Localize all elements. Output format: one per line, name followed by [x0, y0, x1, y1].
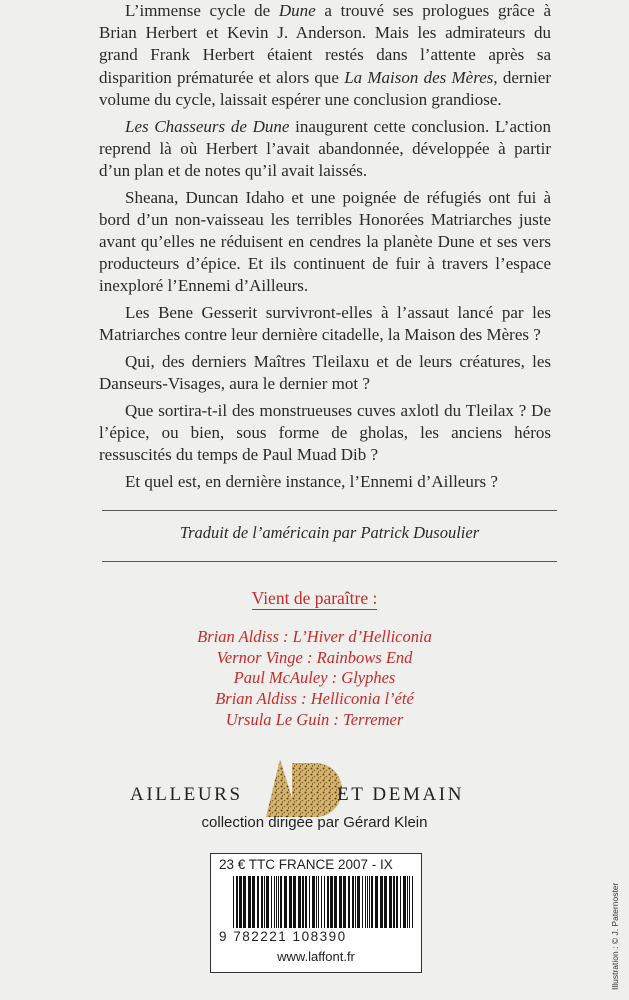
recent-book: Brian Aldiss : Helliconia l’été — [215, 689, 414, 709]
barcode-bar — [393, 876, 395, 928]
blurb-paragraph-7: Et quel est, en dernière instance, l’Ennemi d’Ailleurs ? — [125, 472, 498, 492]
recent-book: Ursula Le Guin : Terremer — [225, 709, 404, 729]
barcode-bar — [233, 876, 234, 928]
barcode-bar — [327, 876, 329, 928]
blurb-paragraph-2 — [99, 116, 551, 183]
recent-heading — [0, 588, 629, 609]
recent-books-list — [0, 627, 629, 731]
barcode-bar — [409, 876, 410, 928]
blurb-paragraph-3: Sheana, Duncan Idaho et une poignée de réfugiés ont fui à bord d’un non-vaisseau les terribles Honorées Matriarches juste avant qu’elles ne réduisent en cendres la planète Dune et ses vers producteurs d’épice. Et ils continuent de fuir à travers l’espace inexploré l’Ennemi d’Ailleurs. — [99, 187, 551, 296]
barcode-bar — [375, 876, 378, 928]
logo-half-disc — [292, 763, 342, 817]
blurb-paragraph-5: Qui, des derniers Maîtres Tleilaxu et de leurs créatures, les Danseurs-Visages, aura le dernier mot ? — [99, 352, 551, 394]
barcode-bar — [298, 876, 301, 928]
recent-book: Vernor Vinge : Rainbows End — [216, 647, 413, 667]
series-name-right: ET DEMAIN — [337, 784, 465, 805]
translator-credit: Traduit de l’américain par Patrick Dusoulier — [179, 523, 480, 542]
barcode-bar — [367, 876, 368, 928]
blurb-p1-middle: a trouvé ses prologues grâce à Brian Herbert et Kevin J. Anderson. Mais les admirateurs du grand Frank Herbert étaient restés dans l’attente après sa disparition prématurée et alors que — [99, 1, 552, 87]
barcode-bar — [330, 876, 333, 928]
barcode-bar — [316, 876, 317, 928]
divider-bottom — [102, 561, 557, 562]
isbn-number: 9 782221 108390 — [219, 929, 347, 944]
recent-heading-text: Vient de paraître : — [251, 588, 378, 608]
title-chasseurs-de-dune: Les Chasseurs de Dune — [125, 116, 290, 136]
series-name-left: AILLEURS — [130, 784, 243, 805]
blurb-paragraph-6: Que sortira-t-il des monstrueuses cuves axlotl du Tleilax ? De l’épice, ou bien, sous forme de gholas, les anciens héros ressuscités du temps de Paul Muad Dib ? — [99, 400, 551, 465]
barcode-bar — [324, 876, 325, 928]
barcode-bar — [389, 876, 392, 928]
blurb-p2-rest: inaugurent cette conclusion. L’action reprend là où Herbert l’avait abandonnée, développée à partir d’un plan et de notes qu’il avait laissés. — [99, 116, 551, 180]
barcode-bar — [362, 876, 363, 928]
barcode-bar — [261, 876, 263, 928]
barcode-bar — [318, 876, 319, 928]
barcode-bar — [274, 876, 275, 928]
barcode-bar — [369, 876, 370, 928]
barcode-bar — [252, 876, 255, 928]
barcode-bar — [289, 876, 292, 928]
barcode-bar — [280, 876, 282, 928]
barcode-bar — [355, 876, 356, 928]
barcode-bar — [371, 876, 373, 928]
divider-top — [102, 510, 557, 511]
barcode-bar — [236, 876, 238, 928]
barcode-bar — [339, 876, 342, 928]
barcode-bar — [312, 876, 315, 928]
collection-director: collection dirigée par Gérard Klein — [201, 814, 428, 831]
barcode-bar — [321, 876, 322, 928]
barcode-bar — [407, 876, 408, 928]
blurb-paragraph-4: Les Bene Gesserit survivront-elles à l’assaut lancé par les Matriarches contre leur dernière citadelle, la Maison des Mères ? — [99, 303, 551, 345]
barcode-bar — [276, 876, 277, 928]
recent-book: Paul McAuley : Glyphes — [233, 668, 396, 688]
barcode-bar — [380, 876, 383, 928]
barcode-panel — [210, 853, 422, 973]
illustration-credit — [598, 880, 618, 990]
barcode-bar — [266, 876, 269, 928]
barcode-bar — [403, 876, 406, 928]
barcode-bar — [309, 876, 310, 928]
barcode-bar — [348, 876, 350, 928]
barcode-bar — [384, 876, 387, 928]
title-maison-des-meres: La Maison des Mères — [344, 67, 494, 87]
barcode-bar — [278, 876, 279, 928]
barcode-bar — [302, 876, 304, 928]
barcode-bar — [352, 876, 354, 928]
barcode-bar — [239, 876, 242, 928]
barcode-bar — [357, 876, 360, 928]
title-dune: Dune — [278, 1, 316, 20]
recent-book: Brian Aldiss : L’Hiver d’Helliconia — [197, 627, 432, 646]
barcode-bar — [400, 876, 401, 928]
barcode-bar — [264, 876, 265, 928]
blurb-p1-end: , dernier volume du cycle, laissait espérer une conclusion grandiose. — [99, 67, 551, 109]
barcode-bar — [243, 876, 246, 928]
barcode-bar — [365, 876, 366, 928]
barcode-bar — [396, 876, 398, 928]
blurb-p1-start: L’immense cycle de — [125, 1, 279, 20]
illustration-credit-text: Illustration : © J. Paternoster — [610, 882, 620, 990]
barcode-bar — [334, 876, 337, 928]
blurb — [99, 0, 551, 498]
publisher-url: www.laffont.fr — [277, 949, 355, 964]
barcode-bar — [284, 876, 287, 928]
barcode-bar — [271, 876, 272, 928]
barcode-bar — [412, 876, 413, 928]
blurb-paragraph-1 — [99, 0, 551, 111]
barcode-bar — [248, 876, 251, 928]
barcode-icon — [233, 876, 415, 928]
barcode-bar — [293, 876, 296, 928]
price-label: 23 € TTC FRANCE 2007 - IX — [219, 857, 393, 872]
barcode-bar — [257, 876, 259, 928]
barcode-bar — [305, 876, 307, 928]
barcode-bar — [343, 876, 346, 928]
